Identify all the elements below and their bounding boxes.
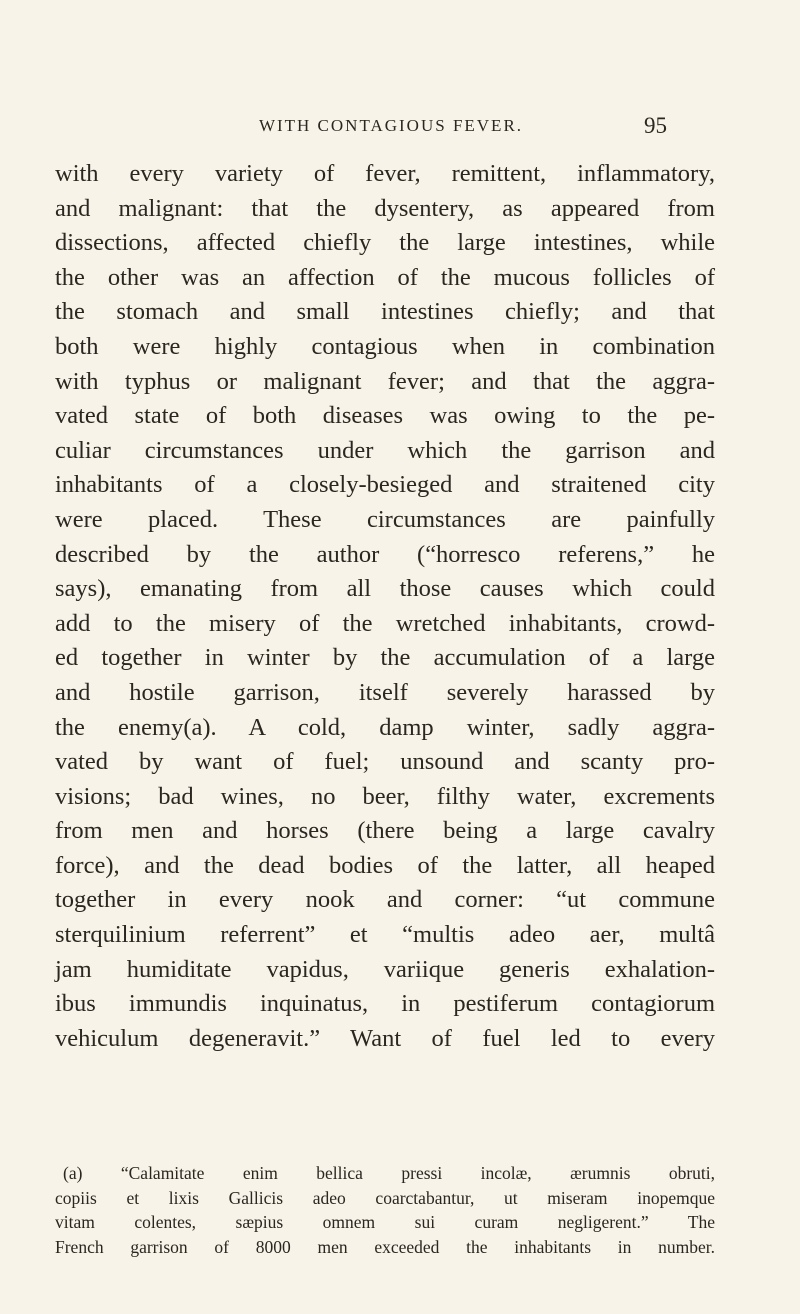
- footnote-line: French garrison of 8000 men exceeded the inhabitants in number.: [55, 1236, 715, 1257]
- text-line: and malignant: that the dysentery, as appeared from: [55, 194, 715, 222]
- body-text: [55, 157, 715, 1056]
- text-line: culiar circumstances under which the garrison and: [55, 436, 715, 464]
- text-line: add to the misery of the wretched inhabitants, crowd-: [55, 609, 715, 637]
- running-title: WITH CONTAGIOUS FEVER.: [258, 116, 524, 135]
- footnote-line: copiis et lixis Gallicis adeo coarctabantur, ut miseram inopemque: [55, 1187, 715, 1208]
- footnote: [55, 1161, 715, 1259]
- page-number: 95: [644, 113, 667, 138]
- text-line: inhabitants of a closely-besieged and straitened city: [55, 471, 715, 499]
- text-line: from men and horses (there being a large cavalry: [55, 817, 715, 845]
- text-line: ed together in winter by the accumulation of a large: [55, 644, 715, 672]
- text-line: and hostile garrison, itself severely harassed by: [55, 678, 715, 706]
- text-line: together in every nook and corner: “ut commune: [55, 886, 715, 914]
- text-line: with every variety of fever, remittent, inflammatory,: [55, 160, 715, 187]
- footnote-line: vitam colentes, sæpius omnem sui curam negligerent.” The: [55, 1212, 715, 1232]
- text-line: the other was an affection of the mucous follicles of: [55, 263, 715, 291]
- text-line: jam humiditate vapidus, variique generis exhalation-: [55, 955, 715, 983]
- text-line: says), emanating from all those causes which could: [55, 575, 715, 603]
- text-line: described by the author (“horresco referens,” he: [55, 540, 715, 568]
- text-line: visions; bad wines, no beer, filthy water, excrements: [55, 782, 715, 810]
- text-line: vated by want of fuel; unsound and scanty pro-: [55, 748, 715, 776]
- text-line: vehiculum degeneravit.” Want of fuel led to every: [55, 1024, 715, 1052]
- text-line: the enemy(a). A cold, damp winter, sadly aggra-: [55, 713, 715, 741]
- text-line: vated state of both diseases was owing to the pe-: [55, 402, 715, 430]
- text-line: the stomach and small intestines chiefly; and that: [55, 298, 715, 326]
- text-line: ibus immundis inquinatus, in pestiferum contagiorum: [55, 990, 715, 1018]
- footnote-line: (a) “Calamitate enim bellica pressi incolæ, ærumnis obruti,: [63, 1163, 715, 1183]
- text-line: sterquilinium referrent” et “multis adeo aer, multâ: [55, 921, 715, 949]
- text-line: dissections, affected chiefly the large intestines, while: [55, 229, 715, 257]
- text-line: with typhus or malignant fever; and that the aggra-: [55, 367, 715, 395]
- running-head: [0, 113, 800, 146]
- text-line: force), and the dead bodies of the latter, all heaped: [55, 851, 715, 879]
- text-line: both were highly contagious when in combination: [55, 332, 715, 360]
- text-line: were placed. These circumstances are painfully: [55, 505, 715, 533]
